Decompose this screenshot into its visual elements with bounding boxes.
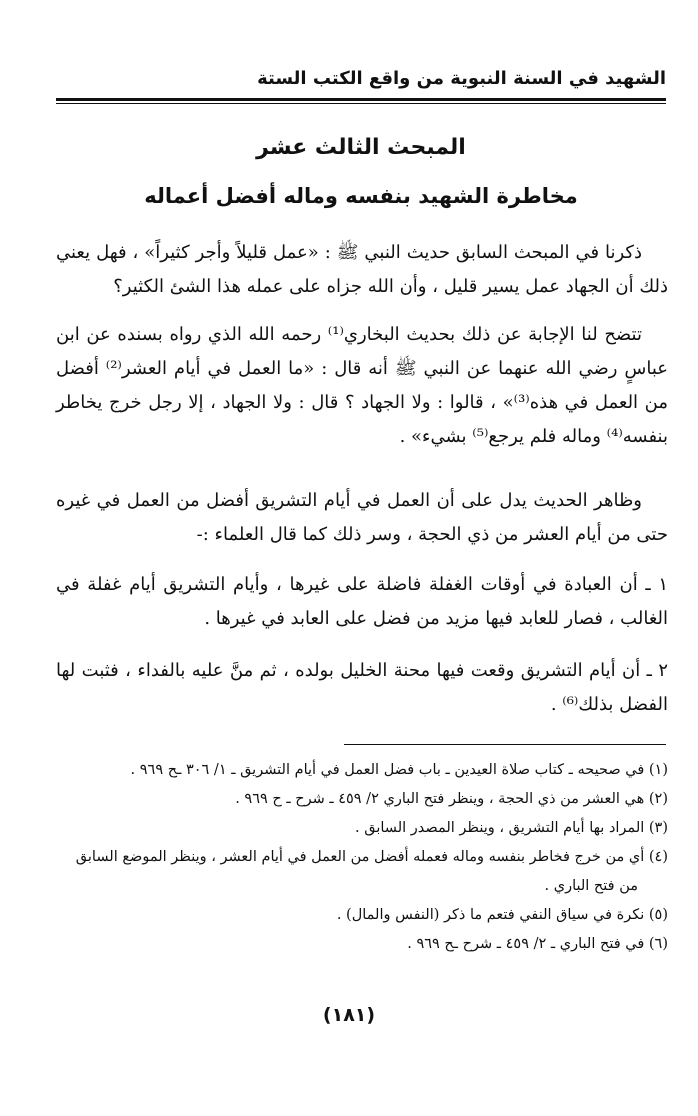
footnote-2: (٢) هي العشر من ذي الحجة ، وينظر فتح الباري ٢/ ٤٥٩ ـ شرح ـ ح ٩٦٩ . [235, 791, 668, 807]
footnote-separator [344, 744, 666, 745]
paragraph-intro: ذكرنا في المبحث السابق حديث النبي ﷺ : «عمل قليلاً وأجر كثيراً» ، فهل يعني ذلك أن الجهاد عمل يسير قليل ، وأن الله جزاه على عمله هذا الشئ الكثير؟ [56, 242, 668, 297]
footnote-5: (٥) نكرة في سياق النفي فتعم ما ذكر (النفس والمال) . [336, 907, 668, 923]
paragraph-hadith: تتضح لنا الإجابة عن ذلك بحديث البخاري⁽¹⁾ رحمه الله الذي رواه بسنده عن ابن عباسٍ رضي الله عنهما عن النبي ﷺ أنه قال : «ما العمل في أيام العشر⁽²⁾ أفضل من العمل في هذه⁽³⁾» ، قالوا : ولا الجهاد ؟ قال : ولا الجهاد ، إلا رجل خرج يخاطر بنفسه⁽⁴⁾ وماله فلم يرجع⁽⁵⁾ بشيء» . [56, 324, 668, 447]
header-rule-thin [56, 103, 666, 104]
footnotes [56, 756, 668, 959]
chapter-subtitle: مخاطرة الشهيد بنفسه وماله أفضل أعماله [144, 184, 578, 208]
paragraph-point-2: ٢ ـ أن أيام التشريق وقعت فيها محنة الخليل بولده ، ثم منَّ عليه بالفداء ، فثبت لها الفضل بذلك⁽⁶⁾ . [56, 660, 668, 715]
paragraph-point-1: ١ ـ أن العبادة في أوقات الغفلة فاضلة على غيرها ، وأيام التشريق أيام غفلة في الغالب ، فصار للعابد فيها مزيد من فضل على العابد في غيرها . [56, 574, 668, 629]
footnote-4-continuation: من فتح الباري . [544, 878, 638, 894]
footnote-4: (٤) أي من خرج فخاطر بنفسه وماله فعمله أفضل من العمل في أيام العشر ، وينظر الموضع السابق [75, 849, 668, 865]
paragraph-explanation: وظاهر الحديث يدل على أن العمل في أيام التشريق أفضل من العمل في غيره حتى من أيام العشر من ذي الحجة ، وسر ذلك كما قال العلماء :- [56, 490, 668, 545]
chapter-title: المبحث الثالث عشر [256, 135, 466, 160]
footnote-3: (٣) المراد بها أيام التشريق ، وينظر المصدر السابق . [355, 820, 668, 836]
footnote-6: (٦) في فتح الباري ـ ٢/ ٤٥٩ ـ شرح ـح ٩٦٩ . [407, 936, 668, 952]
page-number: (١٨١) [322, 1004, 376, 1026]
running-header-title: الشهيد في السنة النبوية من واقع الكتب الستة [257, 68, 666, 89]
header-rule-thick [56, 98, 666, 101]
footnote-1: (١) في صحيحه ـ كتاب صلاة العيدين ـ باب فضل العمل في أيام التشريق ـ ١/ ٣٠٦ ـح ٩٦٩ . [130, 762, 668, 778]
